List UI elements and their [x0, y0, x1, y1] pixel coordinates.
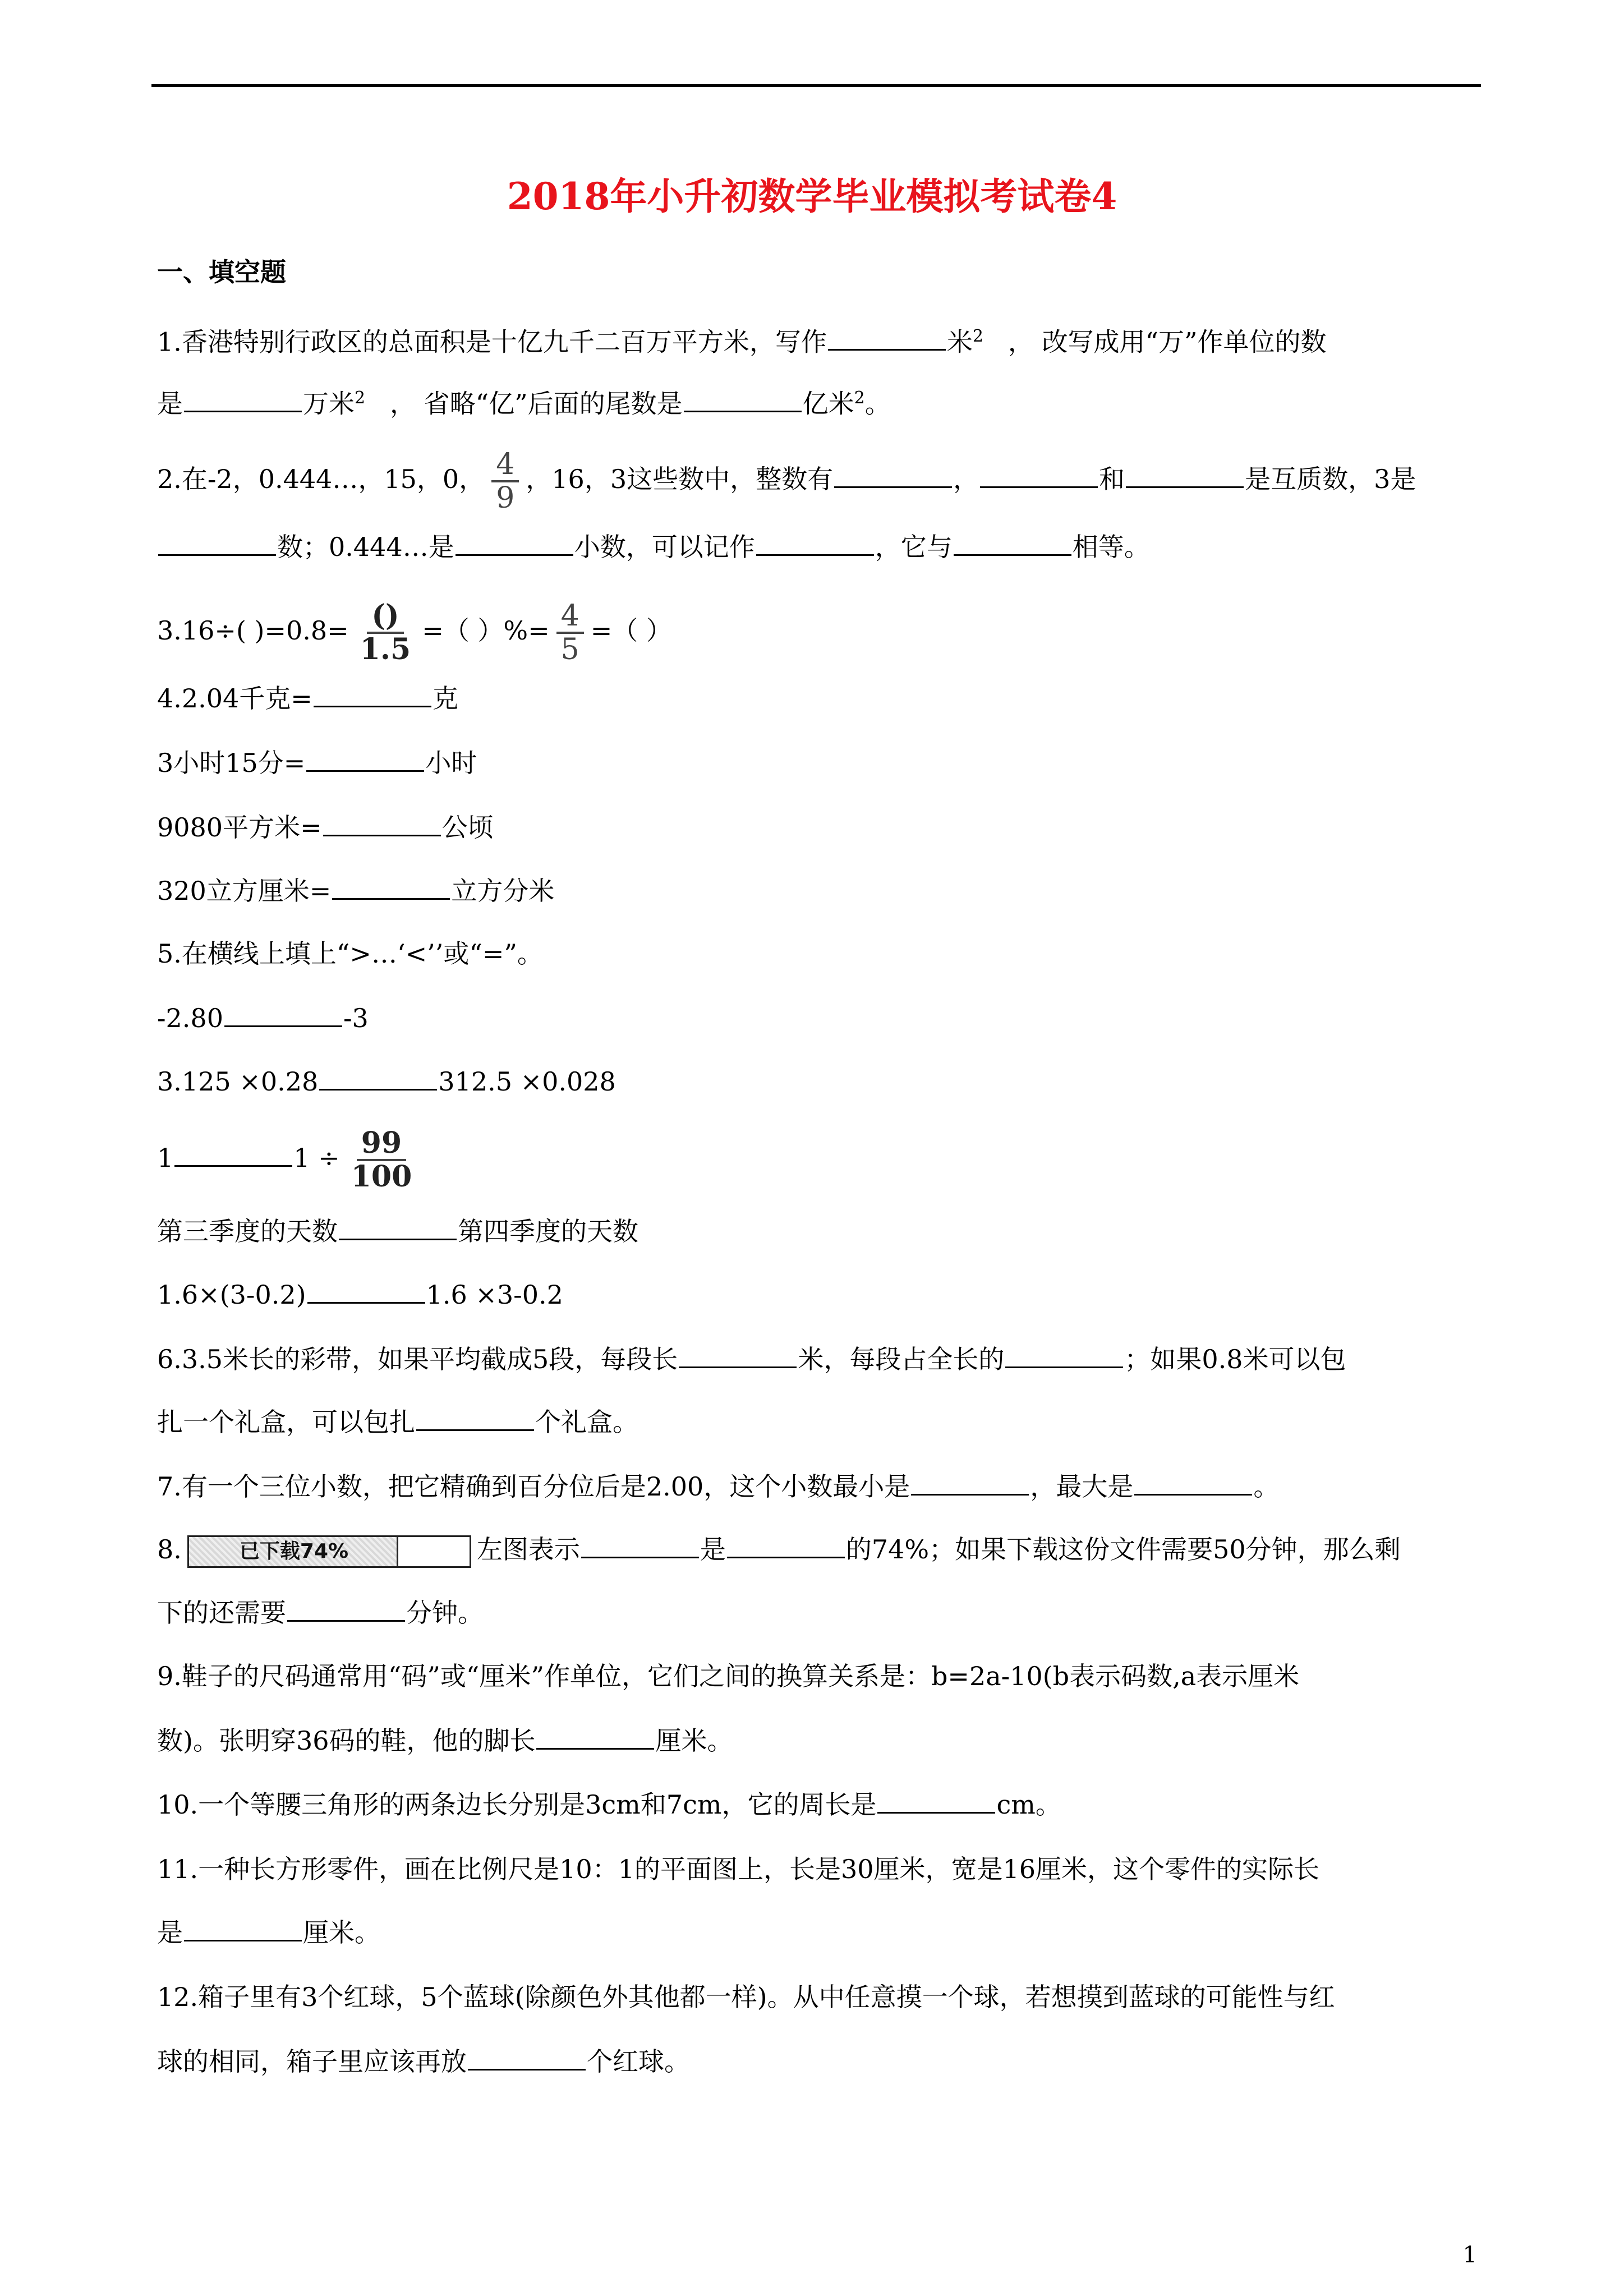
- answer-blank[interactable]: [1134, 1468, 1252, 1496]
- question-4-line-1: 4.2.04千克= 克: [157, 676, 458, 721]
- answer-blank[interactable]: [727, 1531, 845, 1558]
- question-2-line-1: 2.在-2，0.444…，15，0， $\frac{4}{9}$ ，16，3这些数中，整数有 ， 和 是互质数，3是: [157, 448, 1416, 515]
- answer-blank[interactable]: [332, 872, 450, 900]
- answer-blank[interactable]: [319, 1063, 437, 1091]
- question-4-line-4: 320立方厘米= 立方分米: [157, 868, 554, 913]
- answer-blank[interactable]: [456, 528, 573, 556]
- answer-blank[interactable]: [287, 1594, 405, 1622]
- question-5-line-2: 3.125 ×0.28 312.5 ×0.028: [157, 1059, 616, 1104]
- question-1-line-1: 1.香港特别行政区的总面积是十亿九千二百万平方米，写作 米$^2$ ， 改写成用“万”作单位的数: [157, 314, 1327, 364]
- answer-blank[interactable]: [756, 528, 874, 556]
- answer-blank[interactable]: [184, 1914, 302, 1941]
- answer-blank[interactable]: [536, 1722, 654, 1750]
- question-8-line-1: 8. 已下载74% 左图表示 是 的74%；如果下载这份文件需要50分钟，那么剩: [157, 1527, 1401, 1572]
- header-rule: [151, 84, 1481, 87]
- answer-blank[interactable]: [834, 461, 952, 488]
- fraction-four-ninths: $\frac{4}{9}$: [491, 449, 519, 514]
- fraction-blank-over-1-5: $\frac{()}{1.5}$: [360, 599, 411, 666]
- question-4-line-3: 9080平方米= 公顷: [157, 805, 494, 850]
- answer-blank[interactable]: [416, 1404, 534, 1431]
- answer-blank[interactable]: [684, 385, 802, 412]
- question-4-line-2: 3小时15分= 小时: [157, 740, 477, 785]
- answer-blank[interactable]: [323, 809, 441, 836]
- answer-blank[interactable]: [1126, 461, 1244, 488]
- answer-blank[interactable]: [339, 1213, 457, 1240]
- question-5-line-5: 1.6×(3-0.2) 1.6 ×3-0.2: [157, 1272, 563, 1317]
- answer-blank[interactable]: [954, 528, 1071, 556]
- fraction-99-over-100: $\frac{99}{100}$: [351, 1126, 412, 1194]
- answer-blank[interactable]: [679, 1341, 797, 1368]
- answer-blank[interactable]: [174, 1139, 292, 1167]
- answer-blank[interactable]: [224, 1000, 342, 1027]
- question-2-line-2: 数；0.444…是 小数，可以记作 ，它与 相等。: [157, 524, 1150, 569]
- question-3-line: 3.16÷( )=0.8= $\frac{()}{1.5}$ =（ ）%= $\frac{4}{5}$ =（ ）: [157, 599, 672, 666]
- question-5-line-1: -2.80 -3: [157, 996, 369, 1041]
- question-5-heading: 5.在横线上填上“>…‘<’’或“=”。: [157, 938, 543, 969]
- answer-blank[interactable]: [158, 528, 276, 556]
- answer-blank[interactable]: [911, 1468, 1029, 1496]
- progress-label: 已下载74%: [239, 1540, 349, 1563]
- question-5-line-4: 第三季度的天数 第四季度的天数: [157, 1209, 638, 1254]
- question-8-line-2: 下的还需要 分钟。: [157, 1590, 484, 1635]
- answer-blank[interactable]: [184, 385, 302, 412]
- answer-blank[interactable]: [306, 744, 424, 772]
- question-6-line-1: 6.3.5米长的彩带，如果平均截成5段，每段长 米，每段占全长的 ；如果0.8米可以包: [157, 1337, 1346, 1382]
- answer-blank[interactable]: [828, 323, 946, 351]
- question-11-line-2: 是 厘米。: [157, 1910, 380, 1955]
- question-9-line-1: 9.鞋子的尺码通常用“码”或“厘米”作单位，它们之间的换算关系是：b=2a-10(b表示码数,a表示厘米: [157, 1661, 1300, 1691]
- section-heading: 一、填空题: [157, 257, 286, 287]
- download-progress-bar: [187, 1535, 471, 1568]
- question-11-line-1: 11.一种长方形零件，画在比例尺是10：1的平面图上，长是30厘米，宽是16厘米，这个零件的实际长: [157, 1854, 1320, 1884]
- answer-blank[interactable]: [980, 461, 1098, 488]
- question-10-line: 10.一个等腰三角形的两条边长分别是3cm和7cm，它的周长是 cm。: [157, 1782, 1061, 1827]
- page-title: 2018年小升初数学毕业模拟考试卷4: [507, 174, 1117, 218]
- answer-blank[interactable]: [877, 1786, 995, 1814]
- question-7-line: 7.有一个三位小数，把它精确到百分位后是2.00，这个小数最小是 ，最大是 。: [157, 1464, 1279, 1509]
- question-5-line-3: 1 1 ÷ $\frac{99}{100}$: [157, 1128, 423, 1193]
- answer-blank[interactable]: [468, 2043, 586, 2070]
- answer-blank[interactable]: [307, 1276, 425, 1304]
- question-12-line-1: 12.箱子里有3个红球，5个蓝球(除颜色外其他都一样)。从中任意摸一个球，若想摸到蓝球的可能性与红: [157, 1982, 1335, 2012]
- answer-blank[interactable]: [1005, 1341, 1123, 1368]
- question-12-line-2: 球的相同，箱子里应该再放 个红球。: [157, 2039, 690, 2084]
- question-6-line-2: 扎一个礼盒，可以包扎 个礼盒。: [157, 1400, 638, 1444]
- question-9-line-2: 数)。张明穿36码的鞋，他的脚长 厘米。: [157, 1718, 733, 1763]
- answer-blank[interactable]: [314, 680, 431, 707]
- answer-blank[interactable]: [581, 1531, 699, 1558]
- fraction-four-fifths: $\frac{4}{5}$: [556, 600, 584, 665]
- question-1-line-2: 是 万米$^2$ ， 省略“亿”后面的尾数是 亿米$^2$。: [157, 376, 891, 426]
- page-number: 1: [1462, 2242, 1477, 2268]
